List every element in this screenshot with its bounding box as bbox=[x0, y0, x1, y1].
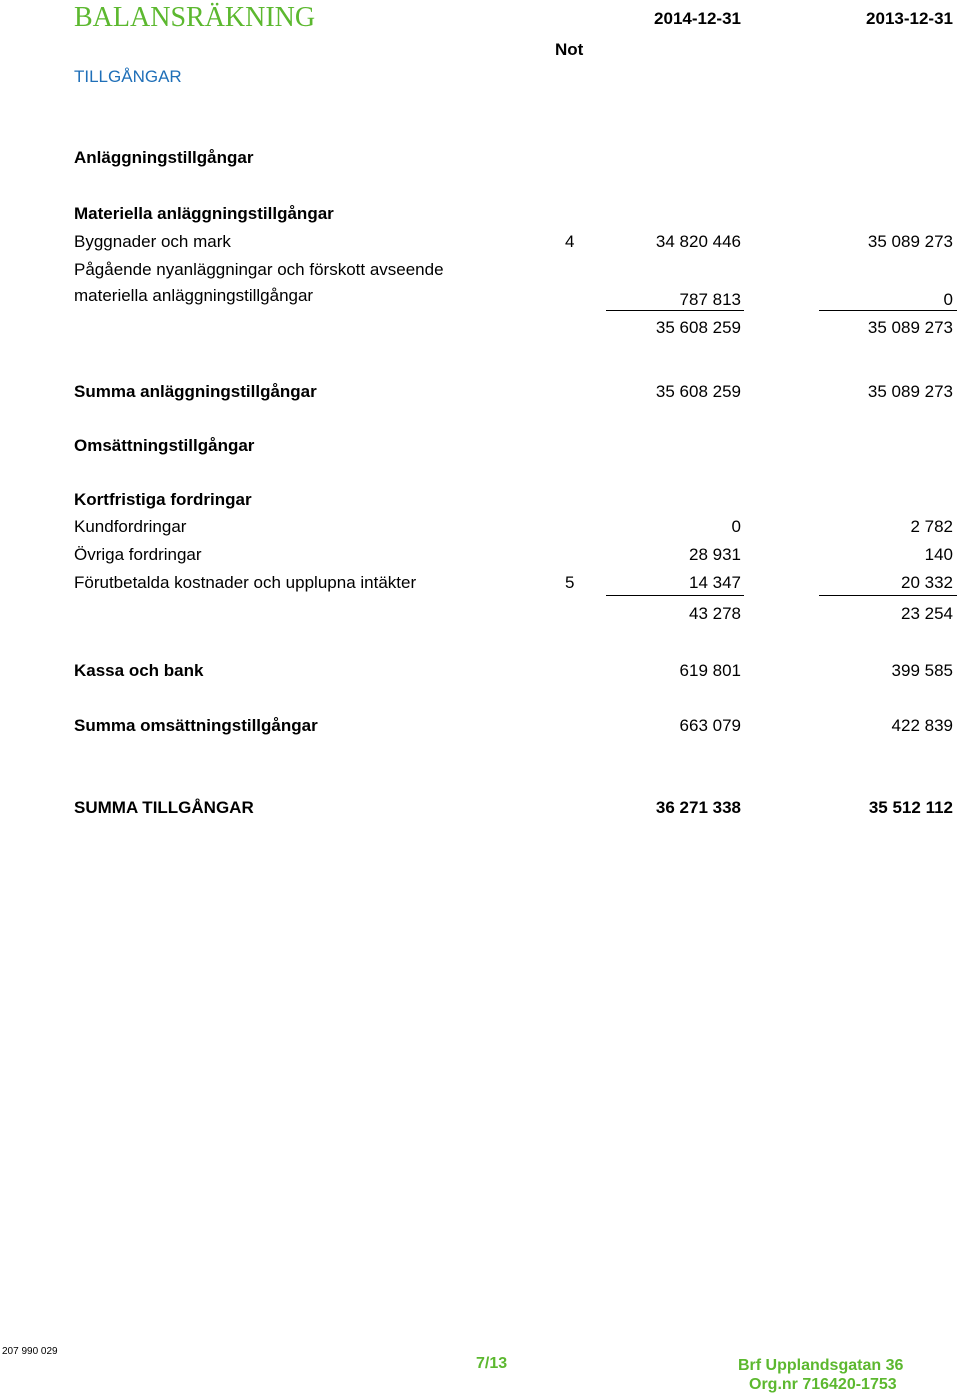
summa-value-2013: 35 089 273 bbox=[867, 382, 953, 401]
row-value-2013: 2 782 bbox=[910, 517, 953, 536]
row-value-2014: 787 813 bbox=[679, 290, 741, 309]
subtotal-value-2014: 43 278 bbox=[689, 604, 741, 623]
row-value-2014: 34 820 446 bbox=[655, 232, 741, 251]
total-label: SUMMA TILLGÅNGAR bbox=[74, 798, 254, 817]
row-label: Pågående nyanläggningar och förskott avseende bbox=[74, 260, 444, 279]
row-value-2013: 140 bbox=[924, 545, 953, 564]
anl-heading: Anläggningstillgångar bbox=[74, 148, 254, 167]
row-value-2013: 20 332 bbox=[901, 573, 953, 592]
row-label: Förutbetalda kostnader och upplupna intäkter bbox=[74, 573, 417, 592]
summa-value-2014: 663 079 bbox=[679, 716, 741, 735]
column-header-2014: 2014-12-31 bbox=[654, 9, 741, 28]
summa-value-2013: 422 839 bbox=[891, 716, 953, 735]
oms-subheading: Kortfristiga fordringar bbox=[74, 490, 252, 509]
org-number: Org.nr 716420-1753 bbox=[749, 1376, 897, 1393]
page-number: 7/13 bbox=[476, 1355, 508, 1372]
summa-label: Summa anläggningstillgångar bbox=[74, 382, 317, 401]
column-header-not: Not bbox=[555, 40, 584, 59]
summa-label: Summa omsättningstillgångar bbox=[74, 716, 318, 735]
subtotal-rule bbox=[606, 310, 744, 311]
row-value-2013: 0 bbox=[943, 290, 953, 309]
summa-value-2014: 35 608 259 bbox=[655, 382, 741, 401]
row-value-2014: 0 bbox=[731, 517, 741, 536]
kassa-label: Kassa och bank bbox=[74, 661, 204, 680]
row-value-2014: 28 931 bbox=[689, 545, 741, 564]
row-label: Byggnader och mark bbox=[74, 232, 231, 251]
anl-subheading: Materiella anläggningstillgångar bbox=[74, 204, 334, 223]
org-name: Brf Upplandsgatan 36 bbox=[738, 1357, 904, 1374]
row-value-2013: 35 089 273 bbox=[867, 232, 953, 251]
total-value-2014: 36 271 338 bbox=[655, 798, 741, 817]
kassa-value-2013: 399 585 bbox=[891, 661, 953, 680]
kassa-value-2014: 619 801 bbox=[679, 661, 741, 680]
row-not: 5 bbox=[565, 573, 575, 592]
subtotal-rule bbox=[819, 310, 957, 311]
section-title: TILLGÅNGAR bbox=[74, 67, 182, 86]
subtotal-rule bbox=[606, 595, 744, 596]
total-value-2013: 35 512 112 bbox=[868, 798, 953, 817]
document-title: BALANSRÄKNING bbox=[74, 2, 316, 33]
row-label: Kundfordringar bbox=[74, 517, 187, 536]
column-header-2013: 2013-12-31 bbox=[866, 9, 953, 28]
footer-reference: 207 990 029 bbox=[2, 1346, 58, 1357]
subtotal-value-2014: 35 608 259 bbox=[655, 318, 741, 337]
oms-heading: Omsättningstillgångar bbox=[74, 436, 255, 455]
subtotal-value-2013: 23 254 bbox=[901, 604, 953, 623]
row-label: materiella anläggningstillgångar bbox=[74, 286, 314, 305]
row-label: Övriga fordringar bbox=[74, 545, 202, 564]
subtotal-rule bbox=[819, 595, 957, 596]
subtotal-value-2013: 35 089 273 bbox=[867, 318, 953, 337]
row-value-2014: 14 347 bbox=[689, 573, 741, 592]
row-not: 4 bbox=[565, 232, 575, 251]
